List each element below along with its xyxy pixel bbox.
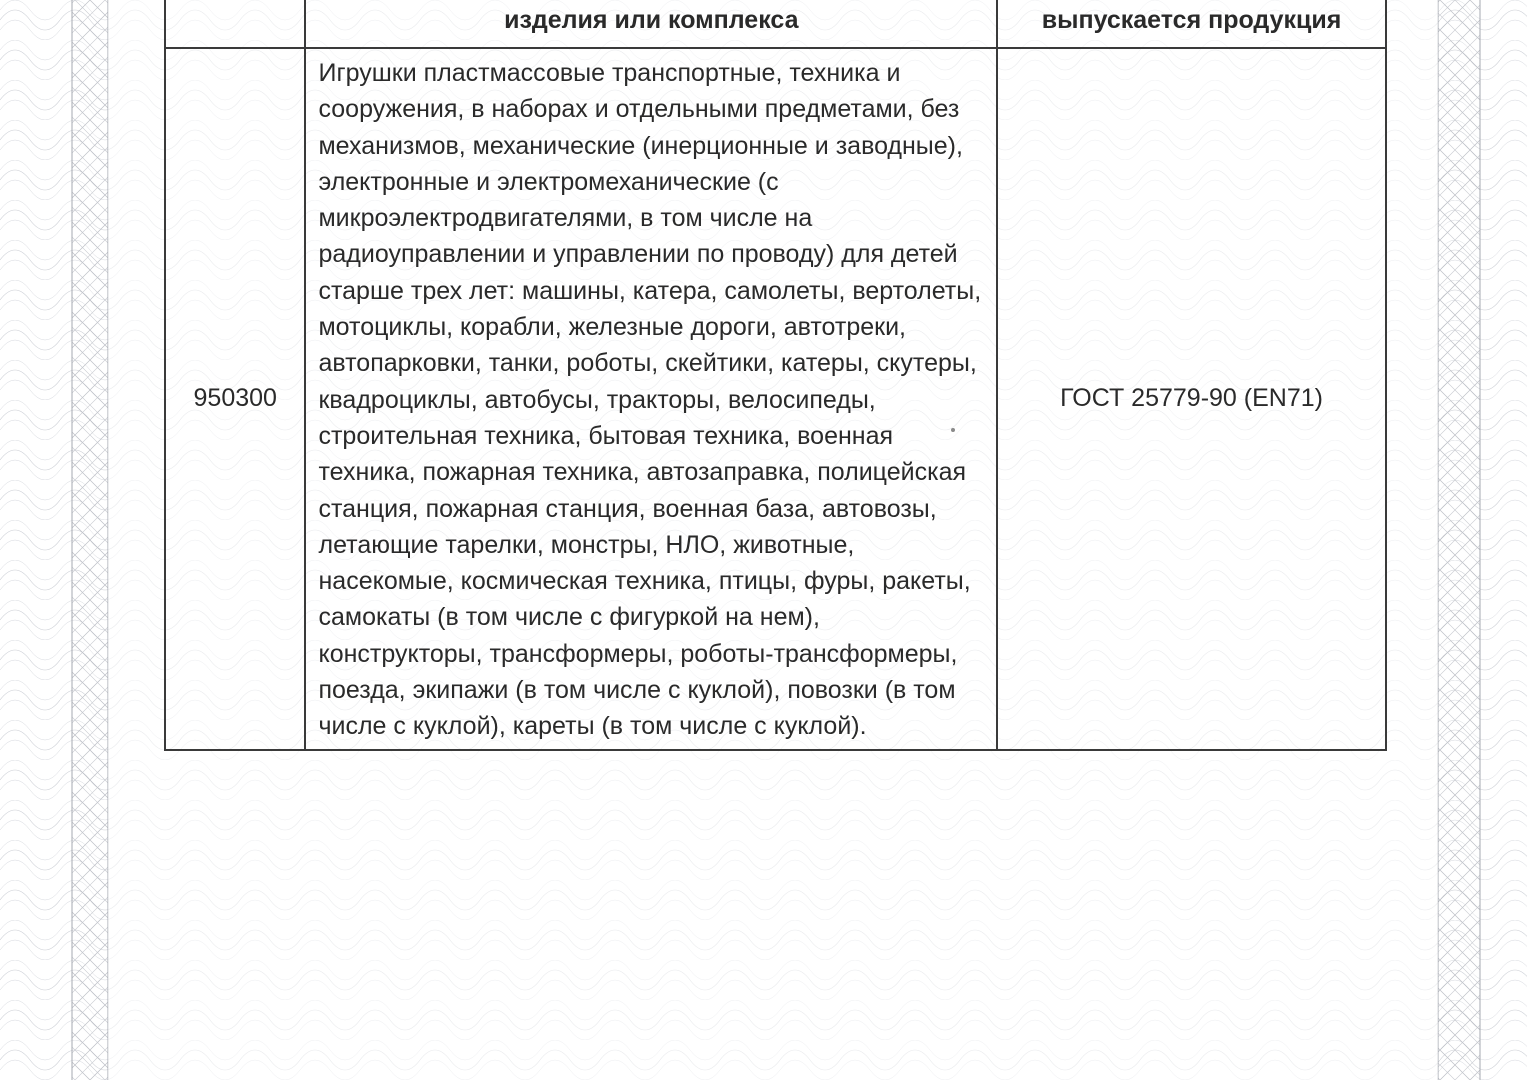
header-name-text: изделия или комплекса <box>504 5 799 34</box>
header-code-cell <box>165 0 305 48</box>
product-table <box>164 0 1387 751</box>
header-standard-cell <box>997 0 1386 48</box>
table-header-row <box>165 0 1386 48</box>
header-name-cell <box>305 0 997 48</box>
product-description: Игрушки пластмассовые транспортные, техника и сооружения, в наборах и отдельными предметами, без механизмов, механические (инерционные и заводные), электронные и электромеханические (с микроэлектродвигателями, в том числе на радиоуправлении и управлении по проводу) для детей старше трех лет: машины, катера, самолеты, вертолеты, мотоциклы, корабли, железные дороги, автотреки, автопарковки, танки, роботы, скейтики, катеры, скутеры, квадроциклы, автобусы, тракторы, велосипеды, строительная техника, бытовая техника, военная техника, пожарная техника, автозаправка, полицейская станция, пожарная станция, военная база, автовозы, летающие тарелки, монстры, НЛО, животные, насекомые, космическая техника, птицы, фуры, ракеты, самокаты (в том числе с фигуркой на нем), конструкторы, трансформеры, роботы-трансформеры, поезда, экипажи (в том числе с куклой), повозки (в том числе с куклой), кареты (в том числе с куклой). <box>305 48 997 750</box>
header-standard-text: выпускается продукция <box>1041 5 1342 34</box>
product-standard: ГОСТ 25779-90 (EN71) <box>997 48 1386 750</box>
product-code: 950300 <box>165 48 305 750</box>
table-row <box>165 48 1386 750</box>
scan-speck <box>951 428 955 432</box>
